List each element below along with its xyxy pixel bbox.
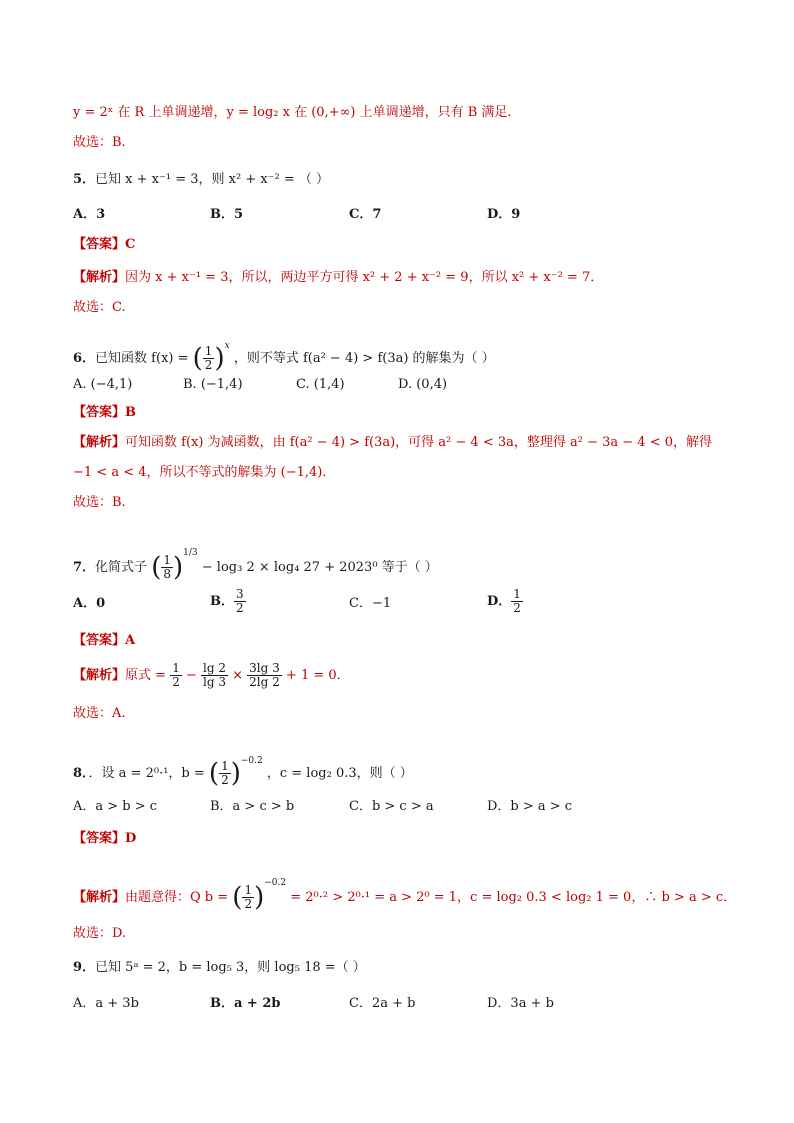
q5-analysis-text: 因为 x + x⁻¹ = 3，所以，两边平方可得 x² + 2 + x⁻² = 9，所以 x² + x⁻² = 7． — [125, 270, 604, 285]
q5-answer-value: C — [125, 237, 136, 252]
q8-analysis-tag: 【解析】 — [73, 890, 126, 905]
q5-answer-tag: 【答案】 — [73, 237, 126, 252]
q8-base-den: 2 — [221, 773, 229, 787]
q8-base-num: 1 — [221, 759, 229, 773]
q7-exponent: 1/3 — [183, 548, 198, 558]
q7-frac2-den: lg 3 — [203, 675, 226, 689]
q9-option-c: C．2a + b — [349, 996, 416, 1011]
q7-number: 7． — [73, 560, 96, 575]
q6-base-fraction — [203, 345, 215, 372]
q8-analysis-den: 2 — [244, 897, 253, 911]
q7-stem-post: − log₃ 2 × log₄ 27 + 2023⁰ 等于（ ） — [201, 560, 438, 575]
q7-times: × — [232, 668, 244, 683]
q7-frac2 — [201, 662, 228, 689]
q6-analysis-line2: −1 < a < 4，所以不等式的解集为 (−1,4)． — [73, 465, 336, 480]
q5-stem-text: 已知 x + x⁻¹ = 3，则 x² + x⁻² = （ ） — [95, 172, 330, 187]
q6-exponent: x — [224, 341, 230, 351]
q5-number: 5． — [73, 172, 96, 187]
q6-answer — [73, 403, 136, 423]
q8-number: 8． — [73, 766, 89, 781]
q7-option-d-num: 1 — [513, 587, 521, 601]
q9-option-a: A．a + 3b — [73, 996, 139, 1011]
q7-frac1 — [170, 662, 182, 689]
q9-stem — [73, 958, 366, 978]
q8-option-d: D．b > a > c — [487, 799, 573, 814]
q6-stem-post: ，则不等式 f(a² − 4) > f(3a) 的解集为（ ） — [233, 351, 495, 366]
q7-answer — [73, 631, 135, 651]
q7-frac1-num: 1 — [172, 661, 180, 675]
q7-analysis-tag: 【解析】 — [73, 668, 126, 683]
q6-base-den: 2 — [204, 358, 213, 372]
q7-option-d-fraction — [511, 588, 523, 615]
q8-stem-pre: ．设 a = 2⁰·¹，b = — [88, 766, 205, 781]
q7-option-d — [487, 588, 523, 615]
q7-stem — [73, 536, 438, 585]
q7-frac1-den: 2 — [172, 675, 180, 689]
q9-option-d: D．3a + b — [487, 996, 554, 1011]
q8-answer — [73, 829, 136, 849]
q5-option-c: C．7 — [349, 207, 382, 222]
q7-option-d-den: 2 — [513, 601, 521, 615]
q7-option-b-den: 2 — [236, 601, 244, 615]
q8-base-fraction — [219, 760, 231, 787]
q6-option-c: C. (1,4) — [296, 377, 345, 392]
q8-right-paren: ) — [230, 758, 241, 789]
q6-answer-value: B — [125, 405, 137, 420]
q6-answer-tag: 【答案】 — [73, 405, 126, 420]
q6-option-d: D. (0,4) — [398, 377, 448, 392]
q6-stem — [73, 332, 495, 373]
q7-option-b-num: 3 — [236, 587, 244, 601]
q8-analysis-right-paren: ) — [254, 882, 265, 913]
q8-option-b: B．a > c > b — [210, 799, 295, 814]
q6-stem-pre: 已知函数 f(x) = — [95, 351, 189, 366]
q7-choice: 故选：A. — [73, 706, 126, 721]
q8-analysis-post: = 2⁰·² > 2⁰·¹ = a > 2⁰ = 1，c = log₂ 0.3 < log₂ 1 = 0，∴ b > a > c． — [290, 890, 737, 905]
q5-analysis-tag: 【解析】 — [73, 270, 126, 285]
q8-analysis-num: 1 — [244, 883, 253, 897]
q4-choice: 故选：B. — [73, 135, 126, 150]
q6-choice: 故选：B. — [73, 495, 126, 510]
q5-stem — [73, 170, 329, 190]
q7-answer-value: A — [125, 633, 136, 648]
q7-option-c: C．−1 — [349, 596, 392, 611]
q6-option-a: A. (−4,1) — [73, 377, 133, 392]
q5-option-b: B．5 — [210, 207, 244, 222]
q8-analysis — [73, 866, 736, 915]
q8-analysis-exponent: −0.2 — [264, 878, 287, 888]
q7-analysis-pre: 原式 = — [125, 668, 167, 683]
q7-analysis-post: + 1 = 0． — [285, 668, 350, 683]
q6-analysis-tag: 【解析】 — [73, 435, 126, 450]
q7-base-fraction — [161, 554, 173, 581]
q9-option-b: B．a + 2b — [210, 996, 281, 1011]
q7-option-b — [210, 588, 246, 615]
q8-option-c: C．b > c > a — [349, 799, 434, 814]
q8-stem — [73, 746, 413, 789]
q8-choice: 故选：D. — [73, 926, 127, 941]
q6-option-b: B. (−1,4) — [183, 377, 243, 392]
q7-answer-tag: 【答案】 — [73, 633, 126, 648]
q7-minus: − — [185, 668, 197, 683]
q8-analysis-fraction — [242, 884, 254, 911]
q9-number: 9． — [73, 960, 96, 975]
q8-left-paren: ( — [208, 758, 220, 789]
q5-choice: 故选：C. — [73, 300, 126, 315]
q6-number: 6． — [73, 351, 96, 366]
q5-answer — [73, 235, 135, 255]
q7-frac3-den: 2lg 2 — [249, 675, 280, 689]
q8-option-a: A．a > b > c — [73, 799, 158, 814]
q7-option-a: A．0 — [73, 596, 106, 611]
q5-analysis — [73, 268, 603, 288]
q7-analysis — [73, 661, 350, 691]
q7-option-d-label: D． — [487, 594, 512, 609]
q4-analysis-tail: y = 2ˣ 在 R 上单调递增，y = log₂ x 在 (0,+∞) 上单调递增，只有 B 满足. — [73, 105, 512, 120]
q8-exponent: −0.2 — [240, 756, 263, 766]
q6-right-paren: ) — [214, 343, 225, 374]
q7-frac3-num: 3lg 3 — [249, 661, 280, 675]
q7-stem-pre: 化简式子 — [95, 560, 148, 575]
q7-option-b-label: B． — [210, 594, 234, 609]
q6-base-num: 1 — [204, 344, 213, 358]
q7-base-num: 1 — [163, 553, 171, 567]
q6-left-paren: ( — [192, 343, 203, 374]
q5-option-d: D．9 — [487, 207, 521, 222]
q8-answer-tag: 【答案】 — [73, 831, 126, 846]
q6-analysis-text1: 可知函数 f(x) 为减函数，由 f(a² − 4) > f(3a)，可得 a² − 4 < 3a，整理得 a² − 3a − 4 < 0，解得 — [125, 435, 713, 450]
q5-option-a: A．3 — [73, 207, 106, 222]
q7-option-b-fraction — [234, 588, 246, 615]
q7-right-paren: ) — [173, 552, 184, 583]
q7-left-paren: ( — [151, 552, 162, 583]
q7-frac3 — [247, 662, 282, 689]
q6-analysis-line1 — [73, 433, 712, 453]
q8-analysis-left-paren: ( — [232, 882, 243, 913]
q8-answer-value: D — [125, 831, 137, 846]
q7-base-den: 8 — [163, 567, 171, 581]
q9-stem-text: 已知 5ᵃ = 2，b = log₅ 3，则 log₅ 18 =（ ） — [95, 960, 366, 975]
q8-analysis-pre: 由题意得：Q b = — [125, 890, 229, 905]
q7-frac2-num: lg 2 — [203, 661, 226, 675]
q8-stem-post: ，c = log₂ 0.3，则（ ） — [266, 766, 413, 781]
